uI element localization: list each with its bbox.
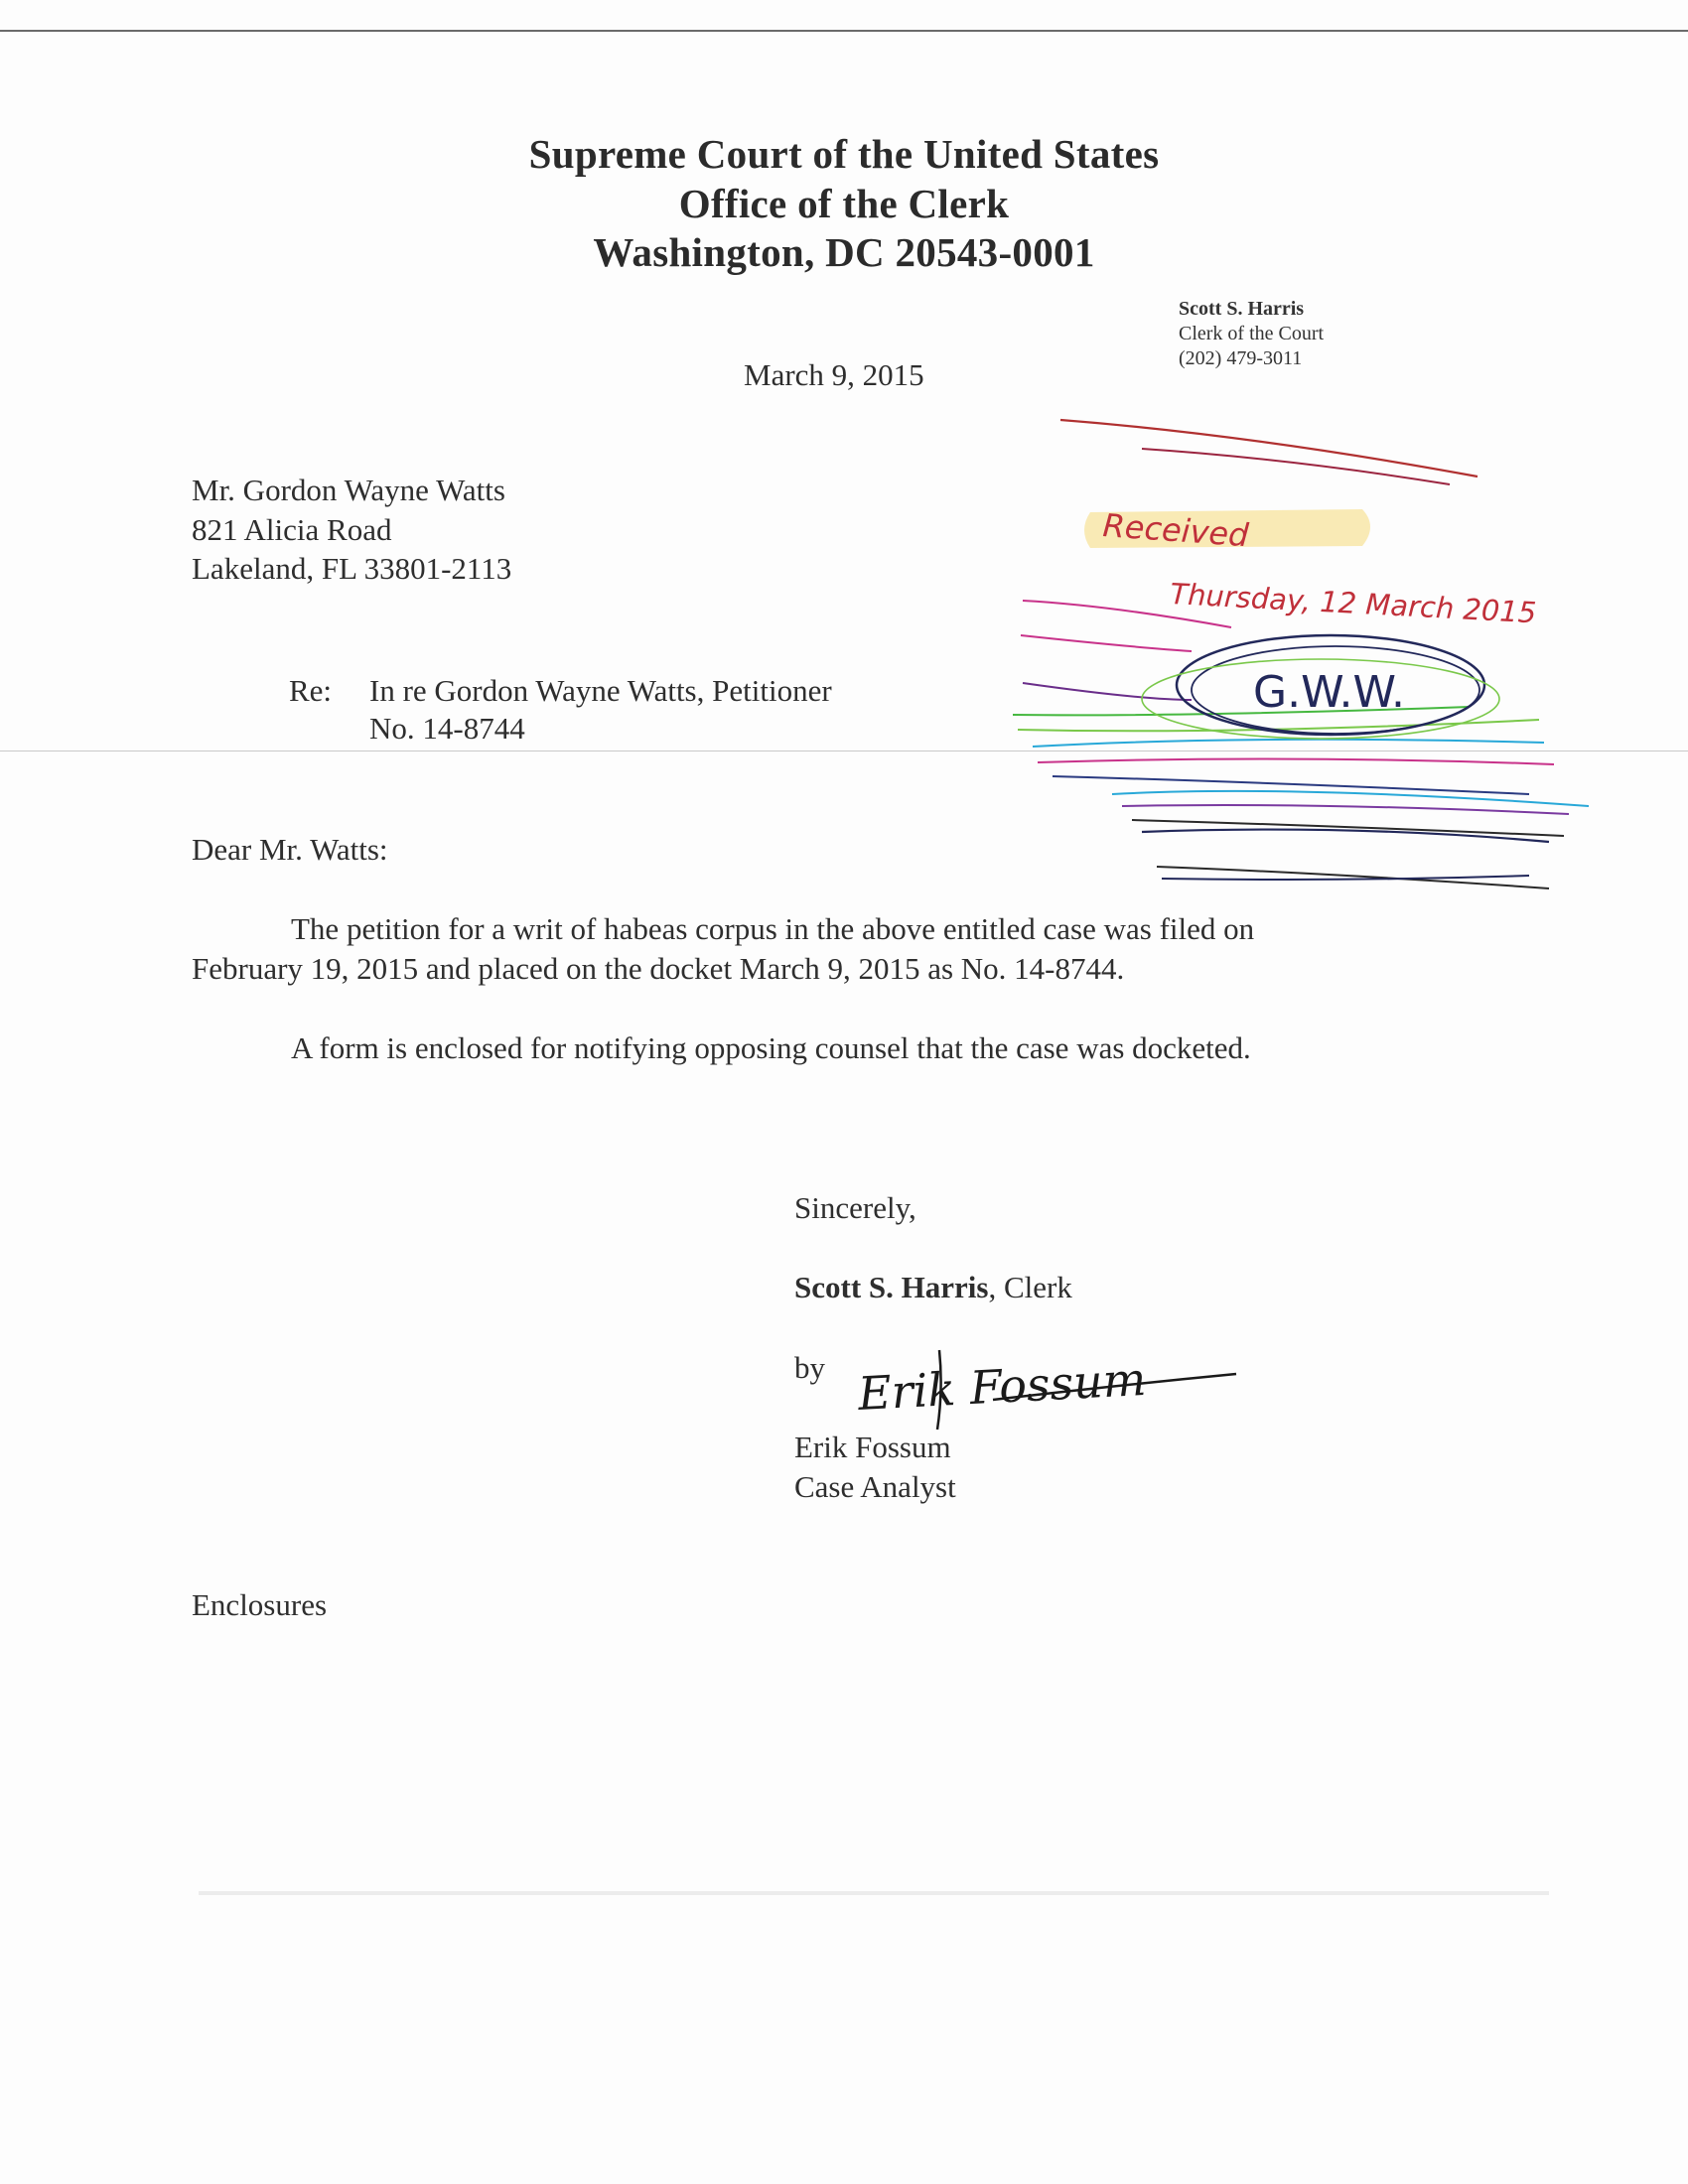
- letter-date: March 9, 2015: [744, 357, 924, 392]
- letterhead-court-name: Supreme Court of the United States: [528, 131, 1160, 177]
- pen-stroke-violet: [1122, 805, 1569, 814]
- body-paragraph2: A form is enclosed for notifying opposing counsel that the case was docketed.: [291, 1030, 1251, 1065]
- clerk-phone: (202) 479-3011: [1179, 347, 1303, 369]
- handwritten-received: Received: [1101, 506, 1250, 555]
- pen-stroke-navy: [1142, 830, 1549, 842]
- re-case-number: No. 14-8744: [369, 711, 525, 746]
- pen-stroke-black: [1132, 820, 1564, 836]
- closing-sincerely: Sincerely,: [794, 1190, 916, 1225]
- pen-stroke-magenta: [1038, 758, 1554, 764]
- pen-stroke-purple: [1023, 683, 1192, 700]
- clerk-title: Clerk of the Court: [1179, 323, 1325, 344]
- recipient-street: 821 Alicia Road: [192, 512, 392, 547]
- pen-stroke-lightgreen: [1018, 720, 1539, 731]
- signer-title: , Clerk: [988, 1270, 1072, 1304]
- signature-text: Erik Fossum: [856, 1351, 1148, 1421]
- body-paragraph1-line2: February 19, 2015 and placed on the docket March 9, 2015 as No. 14-8744.: [192, 951, 1125, 986]
- letterhead-address: Washington, DC 20543-0001: [593, 229, 1095, 275]
- by-label: by: [794, 1350, 825, 1385]
- body-paragraph1-line1: The petition for a writ of habeas corpus in the above entitled case was filed on: [291, 911, 1255, 946]
- recipient-name: Mr. Gordon Wayne Watts: [192, 473, 505, 507]
- re-label: Re:: [289, 673, 333, 708]
- analyst-name: Erik Fossum: [794, 1430, 951, 1464]
- analyst-title: Case Analyst: [794, 1469, 956, 1504]
- letterhead-office: Office of the Clerk: [678, 181, 1010, 226]
- handwritten-initials: G.W.W.: [1253, 667, 1405, 718]
- salutation: Dear Mr. Watts:: [192, 832, 388, 867]
- clerk-name: Scott S. Harris: [1179, 298, 1305, 320]
- pen-stroke-pink: [1021, 635, 1192, 651]
- re-case-title: In re Gordon Wayne Watts, Petitioner: [369, 673, 832, 708]
- signer-name: Scott S. Harris: [794, 1270, 989, 1304]
- recipient-city: Lakeland, FL 33801-2113: [192, 551, 512, 586]
- pen-stroke-maroon: [1142, 449, 1450, 484]
- enclosures-note: Enclosures: [192, 1587, 328, 1622]
- pen-stroke-cyan: [1033, 740, 1544, 747]
- pen-stroke-red: [1060, 420, 1477, 477]
- handwritten-date: Thursday, 12 March 2015: [1169, 577, 1538, 630]
- signature: [856, 1350, 1236, 1430]
